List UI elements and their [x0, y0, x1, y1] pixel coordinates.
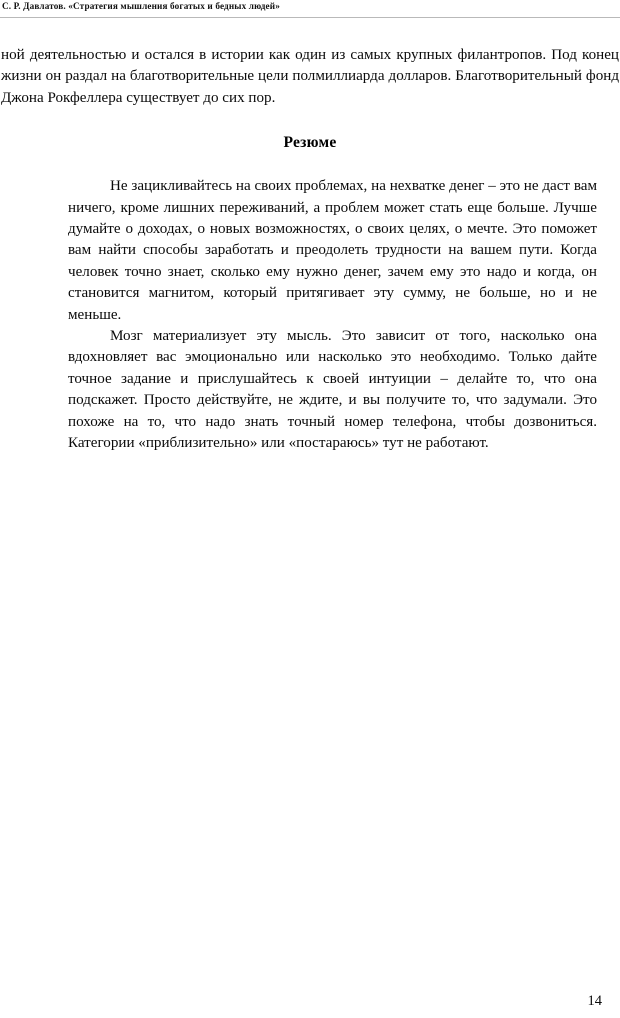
- page-number: 14: [587, 993, 602, 1009]
- running-title: С. Р. Давлатов. «Стратегия мышления богатых и бедных людей»: [2, 1, 280, 11]
- section-heading-resume: Резюме: [283, 134, 337, 152]
- header-divider: [0, 17, 620, 18]
- page-running-header: [0, 0, 620, 20]
- summary-paragraph-2: Мозг материализует эту мысль. Это зависит от того, насколько она вдохновляет вас эмоционально или насколько это необходимо. Только дайте точное задание и прислушайтесь к своей интуиции – делайте то, что она подскажет. Просто действуйте, не ждите, и вы получите то, что задумали. Это похоже на то, что надо знать точный номер телефона, чтобы дозвониться. Категории «приблизительно» или «постараюсь» тут не работают.: [68, 328, 597, 452]
- summary-paragraph-1: Не зацикливайтесь на своих проблемах, на нехватке денег – это не даст вам ничего, кроме лишних переживаний, а проблем может стать еще больше. Лучше думайте о доходах, о новых возможностях, о своих целях, о мечте. Это поможет вам найти способы заработать и преодолеть трудности на вашем пути. Когда человек точно знает, сколько ему нужно денег, зачем ему это надо и когда, он становится магнитом, который притягивает эту сумму, не больше, но и не меньше.: [68, 178, 597, 323]
- continuation-paragraph: ной деятельностью и остался в истории как один из самых крупных филантропов. Под конец жизни он раздал на благотворительные цели полмиллиарда долларов. Благотворительный фонд Джона Рокфеллера существует до сих пор.: [1, 47, 619, 106]
- summary-paragraphs: [0, 176, 620, 454]
- page-content: [0, 45, 620, 455]
